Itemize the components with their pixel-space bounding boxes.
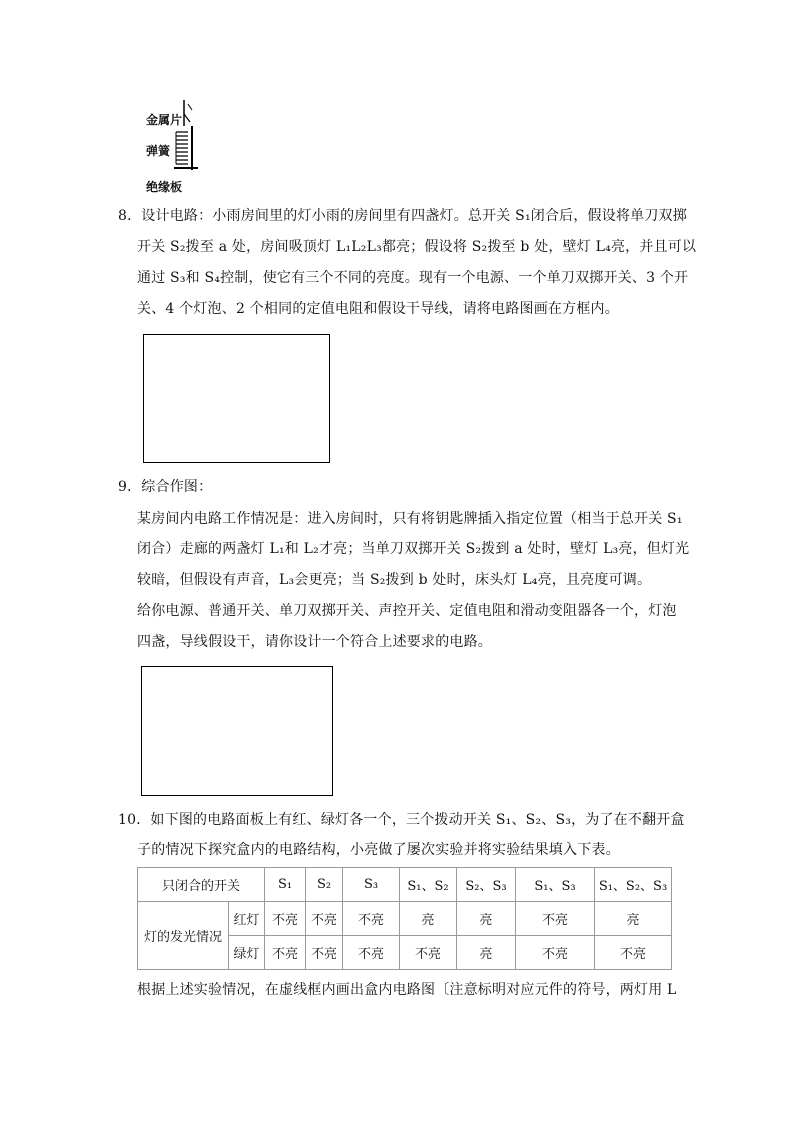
q8-line-4: 关、4 个灯泡、2 个相同的定值电阻和假设干导线，请将电路图画在方框内。 [137, 301, 619, 317]
header-cell: S₃ [343, 868, 400, 902]
table-cell: 不亮 [400, 936, 457, 970]
table-cell: 不亮 [265, 936, 306, 970]
q10-line-1: 10．如下图的电路面板上有红、绿灯各一个，三个拨动开关 S₁、S₂、S₃，为了在不翻开盒 [118, 812, 685, 828]
q8-line-1: 8．设计电路：小雨房间里的灯小雨的房间里有四盏灯。总开关 S₁闭合后，假设将单刀双掷 [118, 208, 687, 224]
table-cell: 亮 [400, 902, 457, 936]
table-cell: 不亮 [595, 936, 672, 970]
q10-line-2: 子的情况下探究盒内的电路结构，小亮做了屡次实验并将实验结果填入下表。 [137, 842, 620, 858]
table-row [138, 902, 672, 936]
q9-title: 9．综合作图： [118, 479, 213, 495]
header-cell: S₁、S₂、S₃ [595, 868, 672, 902]
q8-line-3: 通过 S₃和 S₄控制，使它有三个不同的亮度。现有一个电源、一个单刀双掷开关、3 个开 [137, 270, 689, 286]
green-label-cell: 绿灯 [229, 936, 265, 970]
q9-line-5: 四盏，导线假设干，请你设计一个符合上述要求的电路。 [137, 634, 492, 650]
q9-line-3: 较暗，但假设有声音，L₃会更亮；当 S₂拨到 b 处时，床头灯 L₄亮，且亮度可调。 [137, 572, 652, 588]
label-metal-piece: 金属片 [146, 113, 183, 127]
header-cell: S₂ [306, 868, 343, 902]
header-cell: S₁ [265, 868, 306, 902]
table-cell: 不亮 [516, 902, 595, 936]
q8-answer-box[interactable] [143, 334, 330, 463]
table-cell: 亮 [457, 902, 516, 936]
header-cell: S₁、S₂ [400, 868, 457, 902]
table-row [138, 868, 672, 902]
table-cell: 不亮 [343, 902, 400, 936]
spring-switch-figure [140, 96, 210, 196]
table-cell: 不亮 [516, 936, 595, 970]
q8-line-2: 开关 S₂拨至 a 处，房间吸顶灯 L₁L₂L₃都亮；假设将 S₂拨至 b 处，壁灯 L₄亮，并且可以 [137, 239, 697, 255]
red-label-cell: 红灯 [229, 902, 265, 936]
header-cell: S₂、S₃ [457, 868, 516, 902]
row-label-cell: 灯的发光情况 [138, 902, 229, 970]
table-cell: 不亮 [343, 936, 400, 970]
q10-footer-line: 根据上述实验情况，在虚线框内画出盒内电路图〔注意标明对应元件的符号，两灯用 L [137, 982, 677, 998]
table-cell: 不亮 [306, 902, 343, 936]
table-cell: 亮 [595, 902, 672, 936]
label-spring: 弹簧 [146, 144, 171, 158]
table-cell: 亮 [457, 936, 516, 970]
table-cell: 不亮 [265, 902, 306, 936]
table-cell: 不亮 [306, 936, 343, 970]
header-cell: 只闭合的开关 [138, 868, 265, 902]
q9-answer-box[interactable] [141, 666, 333, 796]
q9-line-4: 给你电源、普通开关、单刀双掷开关、声控开关、定值电阻和滑动变阻器各一个，灯泡 [137, 603, 677, 619]
header-cell: S₁、S₃ [516, 868, 595, 902]
label-insulation-board: 绝缘板 [146, 180, 183, 194]
results-table [137, 867, 672, 970]
q9-line-2: 闭合）走廊的两盏灯 L₁和 L₂才亮；当单刀双掷开关 S₂拨到 a 处时，壁灯 L₃亮，但灯光 [137, 541, 690, 557]
q9-line-1: 某房间内电路工作情况是：进入房间时，只有将钥匙牌插入指定位置（相当于总开关 S₁ [137, 511, 683, 527]
